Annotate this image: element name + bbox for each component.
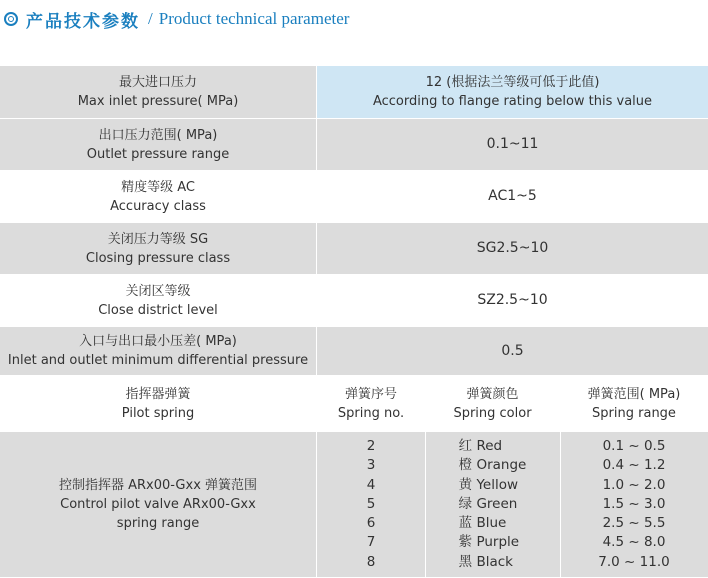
row-label (0, 327, 316, 375)
row-label (0, 171, 316, 222)
double-circle-icon (4, 12, 18, 26)
spring-range: 2.5 ~ 5.5 (602, 515, 666, 532)
label-en: Close district level (98, 302, 218, 318)
label-en: Pilot spring (121, 405, 195, 421)
spring-range: 1.0 ~ 2.0 (602, 476, 666, 493)
spring-color: 黄 Yellow (458, 476, 519, 493)
heading-separator: / (148, 9, 153, 28)
table-row-outlet-pressure-range (0, 119, 708, 171)
pilot-spring-label (0, 376, 316, 431)
spring-color: 紫 Purple (458, 534, 520, 551)
spring-number: 6 (366, 515, 376, 532)
table-row-max-inlet-pressure (0, 66, 708, 119)
label-cn: 精度等级 AC (121, 179, 195, 195)
label-line: spring range (116, 516, 200, 531)
header-en: Spring no. (337, 405, 405, 421)
spring-color: 绿 Green (458, 495, 518, 512)
table-row-spring-ranges (0, 432, 708, 578)
spring-number-column (317, 432, 425, 577)
row-label (0, 119, 316, 170)
row-value: SZ2.5~10 (317, 275, 708, 326)
header-cn: 弹簧范围( MPa) (587, 386, 681, 402)
spring-number: 2 (366, 437, 376, 454)
spring-number: 4 (366, 476, 376, 493)
label-cn: 最大进口压力 (118, 75, 197, 90)
table-row-closing-pressure-class (0, 223, 708, 275)
column-header-spring-color (425, 376, 560, 431)
spring-number: 7 (366, 534, 376, 551)
table-row-accuracy-class (0, 171, 708, 223)
header-cn: 弹簧序号 (344, 386, 397, 402)
spring-range: 4.5 ~ 8.0 (602, 534, 666, 551)
header-en: Spring color (453, 405, 532, 421)
row-value: SG2.5~10 (317, 223, 708, 274)
row-label (0, 223, 316, 274)
header-cn: 弹簧颜色 (466, 386, 519, 402)
label-en: Closing pressure class (85, 250, 231, 266)
spring-color: 黑 Black (458, 553, 513, 570)
label-cn: 入口与出口最小压差( MPa) (79, 334, 237, 349)
spring-range: 0.4 ~ 1.2 (602, 457, 666, 474)
label-cn: 指挥器弹簧 (125, 386, 191, 402)
header-en: Spring range (592, 405, 676, 421)
row-value: AC1~5 (317, 171, 708, 222)
label-en: Accuracy class (110, 198, 206, 214)
row-value (317, 66, 708, 118)
heading-chinese: 产品技术参数 (26, 11, 140, 32)
label-en: Outlet pressure range (86, 146, 230, 162)
spring-color: 橙 Orange (458, 457, 527, 474)
heading-english: Product technical parameter (158, 9, 350, 28)
column-header-spring-range (560, 376, 708, 431)
spring-number: 3 (366, 457, 376, 474)
spring-color-column (425, 432, 560, 577)
row-label (0, 66, 316, 118)
spring-color: 红 Red (458, 437, 503, 454)
label-cn: 出口压力范围( MPa) (98, 127, 218, 143)
spring-color: 蓝 Blue (458, 515, 507, 532)
spring-range-column (560, 432, 708, 577)
value-en: According to flange rating below this value (372, 94, 653, 109)
table-row-min-differential-pressure (0, 327, 708, 376)
row-value: 0.1~11 (317, 119, 708, 170)
spring-range: 7.0 ~ 11.0 (598, 553, 670, 570)
label-en: Inlet and outlet minimum differential pressure (7, 353, 309, 368)
value-cn: 12 (根据法兰等级可低于此值) (425, 75, 600, 90)
spring-range: 1.5 ~ 3.0 (602, 495, 666, 512)
label-cn: 关闭压力等级 SG (107, 231, 209, 247)
row-label (0, 275, 316, 326)
row-value: 0.5 (317, 327, 708, 375)
spring-number: 8 (366, 553, 376, 570)
label-line: Control pilot valve ARx00-Gxx (60, 497, 256, 512)
spring-range: 0.1 ~ 0.5 (602, 437, 666, 454)
parameter-table (0, 66, 708, 578)
spring-number: 5 (366, 495, 376, 512)
section-heading (4, 6, 349, 32)
control-pilot-label (0, 432, 316, 577)
table-row-close-district-level (0, 275, 708, 327)
label-cn: 关闭区等级 (125, 283, 191, 299)
label-en: Max inlet pressure( MPa) (77, 94, 239, 109)
label-line: 控制指挥器 ARx00-Gxx 弹簧范围 (58, 478, 258, 493)
column-header-spring-no (317, 376, 425, 431)
table-row-pilot-spring-header (0, 376, 708, 432)
